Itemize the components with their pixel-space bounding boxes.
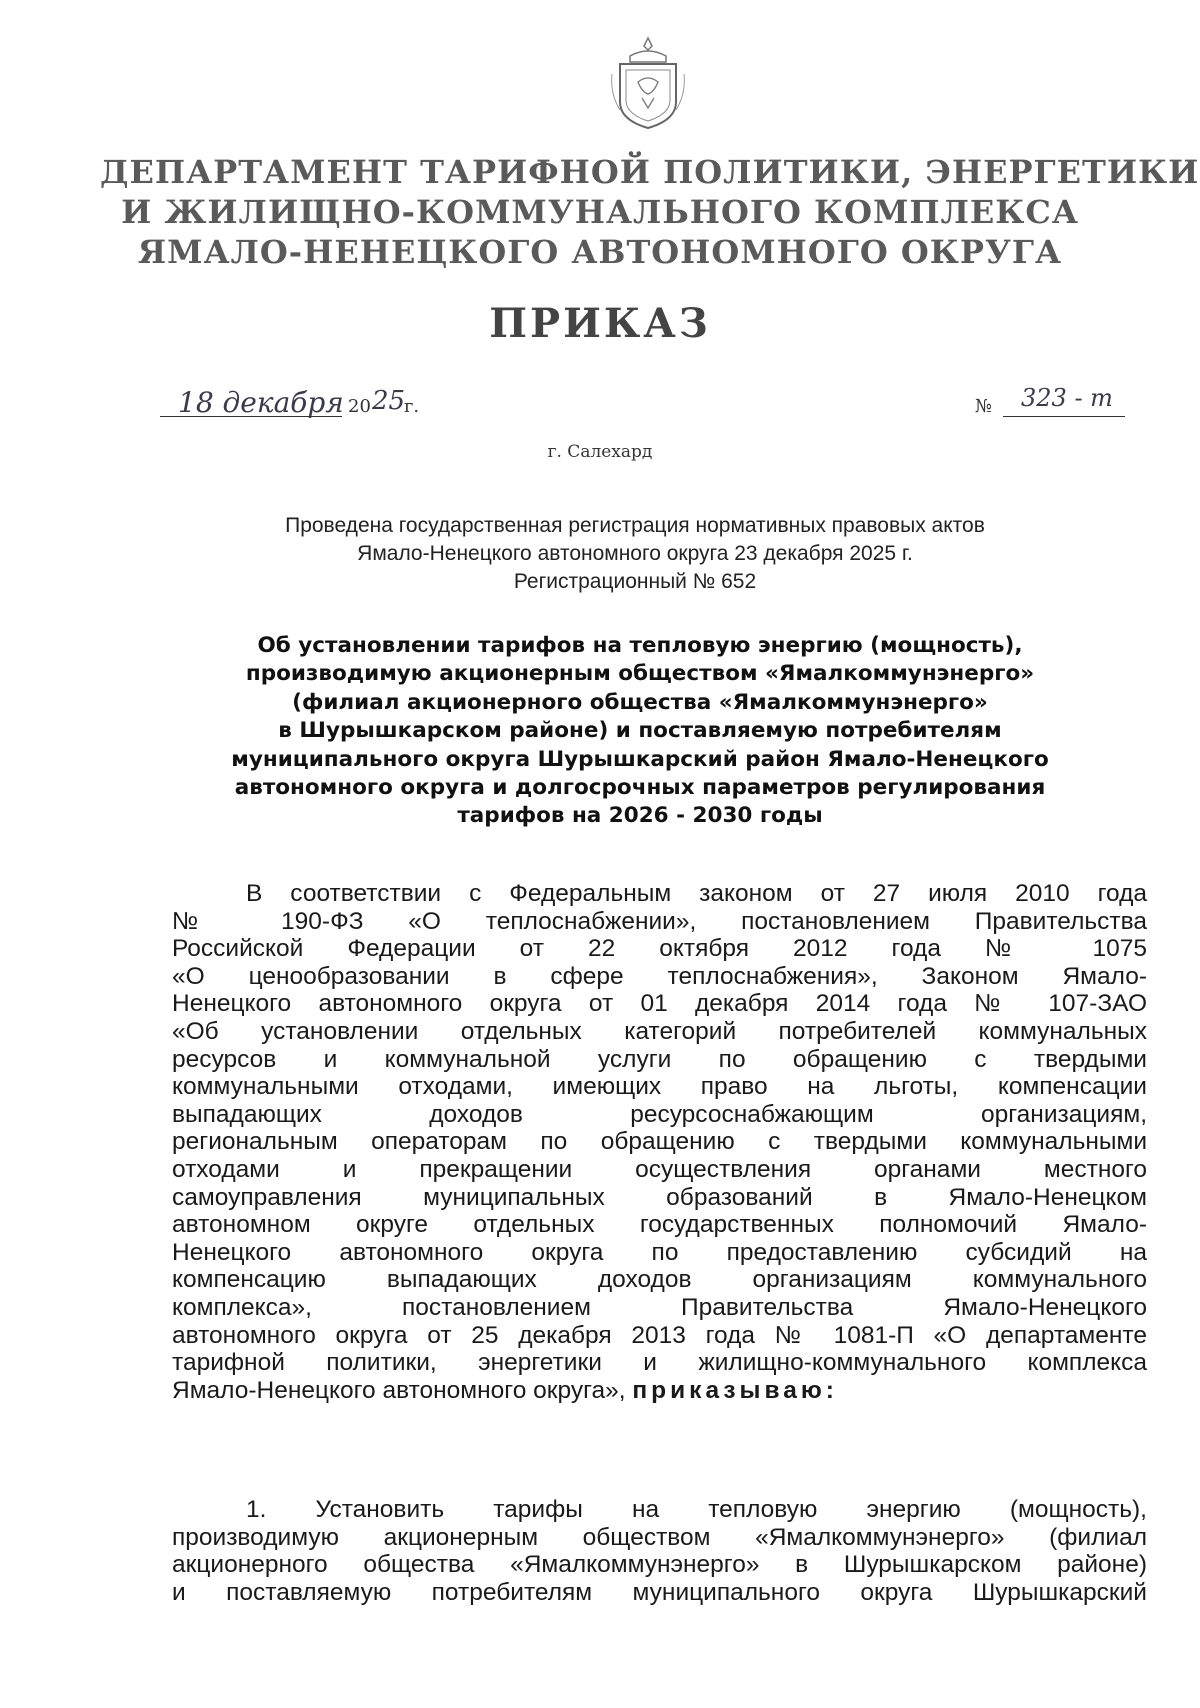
order-subject — [160, 632, 1120, 831]
department-title-line-1: ДЕПАРТАМЕНТ ТАРИФНОЙ ПОЛИТИКИ, ЭНЕРГЕТИКИ — [100, 153, 1200, 191]
number-label: № — [975, 396, 993, 417]
order-date — [160, 388, 435, 428]
paragraph-last-line — [172, 1377, 1147, 1405]
paragraph-last-text: Ямало-Ненецкого автономного округа», — [172, 1376, 626, 1404]
subject-line: муниципального округа Шурышкарский район Ямало-Ненецкого — [231, 746, 1049, 772]
paragraph-line: выпадающих доходов ресурсоснабжающим организациям, — [172, 1100, 1147, 1128]
paragraph-line: 1. Установить тарифы на тепловую энергию (мощность), — [246, 1496, 1147, 1523]
date-underline — [160, 416, 342, 417]
paragraph-line: «О ценообразовании в сфере теплоснабжения», Законом Ямало- — [172, 962, 1147, 990]
subject-line: Об установлении тарифов на тепловую энергию (мощность), — [257, 633, 1023, 658]
paragraph-line: Ненецкого автономного округа по предоставлению субсидий на — [172, 1238, 1147, 1266]
subject-line: производимую акционерным обществом «Ямалкоммунэнерго» — [245, 661, 1035, 687]
subject-line: (филиал акционерного общества «Ямалкоммунэнерго» — [292, 689, 988, 715]
preamble-paragraph — [172, 880, 1147, 1404]
handwritten-year: 25 — [372, 386, 406, 416]
department-title-line-2: И ЖИЛИЩНО-КОММУНАЛЬНОГО КОМПЛЕКСА — [121, 193, 1079, 231]
handwritten-number: 323 - т — [1021, 384, 1113, 412]
registration-line: Ямало-Ненецкого автономного округа 23 декабря 2025 г. — [357, 542, 913, 565]
paragraph-line: «Об установлении отдельных категорий потребителей коммунальных — [172, 1017, 1147, 1045]
paragraph-line: ресурсов и коммунальной услуги по обращению с твердыми — [172, 1045, 1147, 1073]
handwritten-date: 18 декабря — [178, 386, 344, 419]
paragraph-line: Российской Федерации от 22 октября 2012 года № 1075 — [172, 935, 1147, 963]
coat-of-arms-icon — [608, 34, 688, 132]
subject-line: автономного округа и долгосрочных параметров регулирования — [234, 775, 1046, 801]
paragraph-line: комплекса», постановлением Правительства Ямало-Ненецкого — [172, 1293, 1147, 1321]
paragraph-line: автономного округа от 25 декабря 2013 года № 1081-П «О департаменте — [172, 1321, 1147, 1349]
paragraph-line: тарифной политики, энергетики и жилищно-коммунального комплекса — [172, 1349, 1147, 1377]
paragraph-line: и поставляемую потребителям муниципального округа Шурышкарский — [172, 1578, 1147, 1606]
paragraph-line: отходами и прекращении осуществления органами местного — [172, 1155, 1147, 1183]
order-directive: приказываю: — [632, 1376, 838, 1404]
city: г. Салехард — [547, 442, 653, 462]
clause-1 — [172, 1496, 1147, 1606]
order-title: ПРИКАЗ — [489, 300, 711, 347]
paragraph-line: № 190-ФЗ «О теплоснабжении», постановлением Правительства — [172, 907, 1147, 935]
paragraph-line: компенсацию выпадающих доходов организациям коммунального — [172, 1266, 1147, 1294]
paragraph-line: региональным операторам по обращению с твердыми коммунальными — [172, 1128, 1147, 1156]
order-number — [975, 384, 1130, 428]
registration-line: Проведена государственная регистрация нормативных правовых актов — [285, 514, 985, 537]
paragraph-line: самоуправления муниципальных образований в Ямало-Ненецком — [172, 1183, 1147, 1211]
registration-note — [200, 512, 1070, 596]
subject-line: в Шурышкарском районе) и поставляемую потребителям — [278, 718, 1002, 744]
subject-line: тарифов на 2026 - 2030 годы — [457, 803, 823, 829]
paragraph-line: автономном округе отдельных государственных полномочий Ямало- — [172, 1211, 1147, 1239]
paragraph-line: В соответствии с Федеральным законом от 27 июля 2010 года — [246, 880, 1147, 907]
year-suffix: г. — [404, 396, 420, 417]
number-underline — [1003, 416, 1125, 417]
year-prefix: 20 — [348, 396, 371, 417]
paragraph-line: Ненецкого автономного округа от 01 декабря 2014 года № 107-ЗАО — [172, 990, 1147, 1018]
paragraph-line: коммунальными отходами, имеющих право на льготы, компенсации — [172, 1073, 1147, 1101]
department-title-line-3: ЯМАЛО-НЕНЕЦКОГО АВТОНОМНОГО ОКРУГА — [137, 233, 1063, 271]
paragraph-line: производимую акционерным обществом «Ямалкоммунэнерго» (филиал — [172, 1523, 1147, 1551]
paragraph-line: акционерного общества «Ямалкоммунэнерго» в Шурышкарском районе) — [172, 1551, 1147, 1579]
registration-line: Регистрационный № 652 — [513, 570, 757, 593]
